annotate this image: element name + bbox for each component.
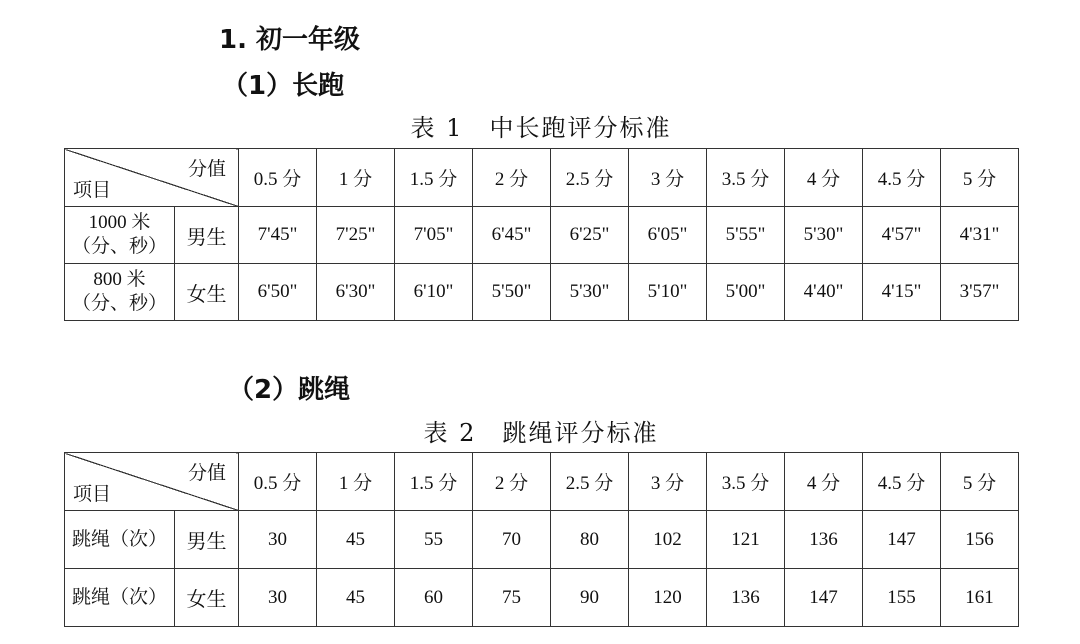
score-level-header: 0.5 分 [239,149,317,207]
time-value-cell: 6'45" [473,207,551,264]
count-value-cell: 102 [629,511,707,569]
count-value-cell: 121 [707,511,785,569]
table-header-row [65,453,1019,511]
table-row-girls-800m [65,264,1019,321]
time-value-cell: 5'55" [707,207,785,264]
item-cell [65,207,175,264]
count-value-cell: 147 [785,569,863,627]
time-value-cell: 6'10" [395,264,473,321]
diagonal-corner-cell [65,453,239,511]
time-value-cell: 6'50" [239,264,317,321]
count-value-cell: 155 [863,569,941,627]
time-value-cell: 5'00" [707,264,785,321]
count-value-cell: 161 [941,569,1019,627]
count-value-cell: 147 [863,511,941,569]
count-value-cell: 120 [629,569,707,627]
count-value-cell: 156 [941,511,1019,569]
item-name: 1000 米 [88,212,151,233]
corner-item-label: 项目 [73,484,112,505]
count-value-cell: 60 [395,569,473,627]
item-cell: 跳绳（次） [65,511,175,569]
table-caption-rope-skipping: 表 2 跳绳评分标准 [423,419,659,447]
corner-score-label: 分值 [187,159,226,180]
score-level-header: 2 分 [473,453,551,511]
time-value-cell: 6'25" [551,207,629,264]
time-value-cell: 4'31" [941,207,1019,264]
count-value-cell: 45 [317,511,395,569]
gender-cell: 女生 [175,264,239,321]
score-level-header: 4.5 分 [863,149,941,207]
time-value-cell: 4'57" [863,207,941,264]
score-level-header: 4 分 [785,149,863,207]
count-value-cell: 55 [395,511,473,569]
score-level-header: 5 分 [941,149,1019,207]
count-value-cell: 30 [239,511,317,569]
count-value-cell: 136 [785,511,863,569]
count-value-cell: 45 [317,569,395,627]
score-level-header: 0.5 分 [239,453,317,511]
score-level-header: 3.5 分 [707,453,785,511]
score-level-header: 3 分 [629,149,707,207]
time-value-cell: 5'50" [473,264,551,321]
item-cell [65,264,175,321]
diagonal-corner-cell [65,149,239,207]
item-unit: （分、秒） [71,236,167,257]
count-value-cell: 136 [707,569,785,627]
time-value-cell: 3'57" [941,264,1019,321]
score-level-header: 1.5 分 [395,149,473,207]
score-level-header: 3 分 [629,453,707,511]
table-row-boys-1000m [65,207,1019,264]
item-name: 800 米 [93,269,146,290]
score-level-header: 1.5 分 [395,453,473,511]
count-value-cell: 80 [551,511,629,569]
score-level-header: 1 分 [317,149,395,207]
corner-item-label: 项目 [73,180,112,201]
score-level-header: 2.5 分 [551,149,629,207]
time-value-cell: 6'05" [629,207,707,264]
item-unit: （分、秒） [71,293,167,314]
table-row-boys-rope [65,511,1019,569]
time-value-cell: 6'30" [317,264,395,321]
item-cell: 跳绳（次） [65,569,175,627]
score-level-header: 4.5 分 [863,453,941,511]
time-value-cell: 7'25" [317,207,395,264]
rope-skipping-score-table [64,452,1019,627]
table-caption-running: 表 1 中长跑评分标准 [410,114,672,142]
count-value-cell: 90 [551,569,629,627]
time-value-cell: 5'10" [629,264,707,321]
gender-cell: 男生 [175,511,239,569]
time-value-cell: 4'40" [785,264,863,321]
count-value-cell: 30 [239,569,317,627]
corner-score-label: 分值 [187,463,226,484]
count-value-cell: 75 [473,569,551,627]
count-value-cell: 70 [473,511,551,569]
score-level-header: 2 分 [473,149,551,207]
time-value-cell: 4'15" [863,264,941,321]
time-value-cell: 5'30" [785,207,863,264]
running-score-table [64,148,1019,321]
table-row-girls-rope [65,569,1019,627]
score-level-header: 3.5 分 [707,149,785,207]
section-heading-rope-skipping: （2）跳绳 [228,375,351,405]
table-header-row [65,149,1019,207]
time-value-cell: 7'45" [239,207,317,264]
grade-heading: 1. 初一年级 [219,25,361,55]
score-level-header: 1 分 [317,453,395,511]
gender-cell: 女生 [175,569,239,627]
time-value-cell: 5'30" [551,264,629,321]
score-level-header: 4 分 [785,453,863,511]
gender-cell: 男生 [175,207,239,264]
section-heading-running: （1）长跑 [222,71,345,101]
score-level-header: 2.5 分 [551,453,629,511]
score-level-header: 5 分 [941,453,1019,511]
time-value-cell: 7'05" [395,207,473,264]
